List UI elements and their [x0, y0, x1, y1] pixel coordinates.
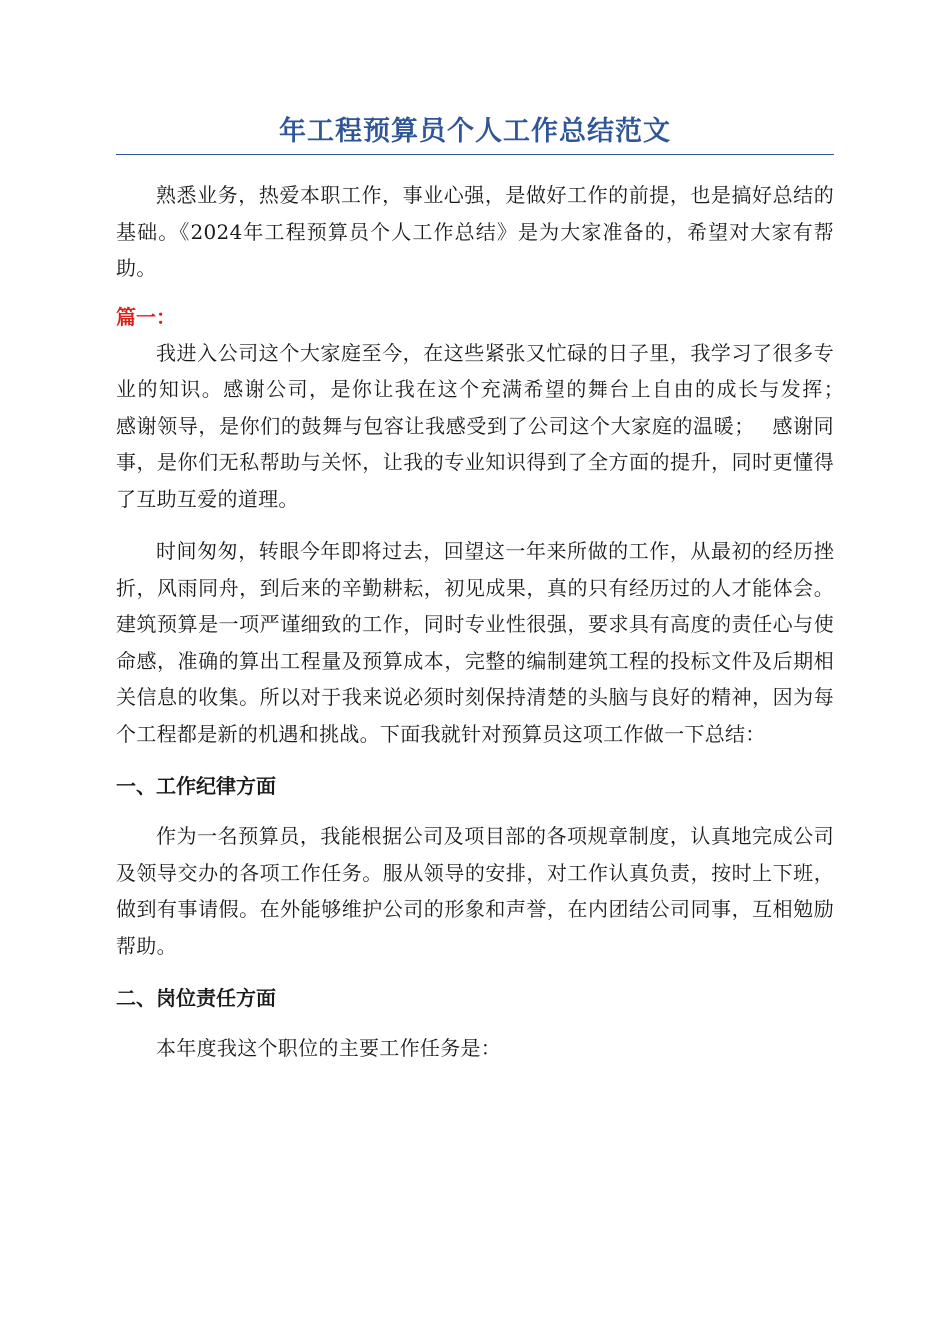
intro-paragraph: 熟悉业务，热爱本职工作，事业心强，是做好工作的前提，也是搞好总结的基础。《2024年工程预算员个人工作总结》是为大家准备的，希望对大家有帮助。 [116, 183, 834, 280]
heading-job-responsibility: 二、岗位责任方面 [116, 986, 276, 1010]
heading-work-discipline: 一、工作纪律方面 [116, 774, 276, 798]
paragraph-gratitude: 我进入公司这个大家庭至今，在这些紧张又忙碌的日子里，我学习了很多专业的知识。感谢公司，是你让我在这个充满希望的舞台上自由的成长与发挥； 感谢领导，是你们的鼓舞与包容让我感受到了公司这个大家庭的温暖； 感谢同事，是你们无私帮助与关怀，让我的专业知识得到了全方面的提升，同时更懂得了互助互爱的道理。 [116, 340, 861, 511]
paragraph-job-responsibility: 本年度我这个职位的主要工作任务是： [156, 1036, 502, 1060]
document-title: 年工程预算员个人工作总结范文 [116, 112, 834, 155]
paragraph-year-review: 时间匆匆，转眼今年即将过去，回望这一年来所做的工作，从最初的经历挫折，风雨同舟，到后来的辛勤耕耘，初见成果，真的只有经历过的人才能体会。建筑预算是一项严谨细致的工作，同时专业性很强，要求具有高度的责任心与使命感，准确的算出工程量及预算成本，完整的编制建筑工程的投标文件及后期相关信息的收集。所以对于我来说必须时刻保持清楚的头脑与良好的精神，因为每个工程都是新的机遇和挑战。下面我就针对预算员这项工作做一下总结： [116, 539, 834, 746]
document-page [116, 112, 861, 1067]
section-label-part-one: 篇一： [116, 304, 176, 329]
paragraph-work-discipline: 作为一名预算员，我能根据公司及项目部的各项规章制度，认真地完成公司及领导交办的各项工作任务。服从领导的安排，对工作认真负责，按时上下班，做到有事请假。在外能够维护公司的形象和声誉，在内团结公司同事，互相勉励帮助。 [116, 824, 834, 958]
